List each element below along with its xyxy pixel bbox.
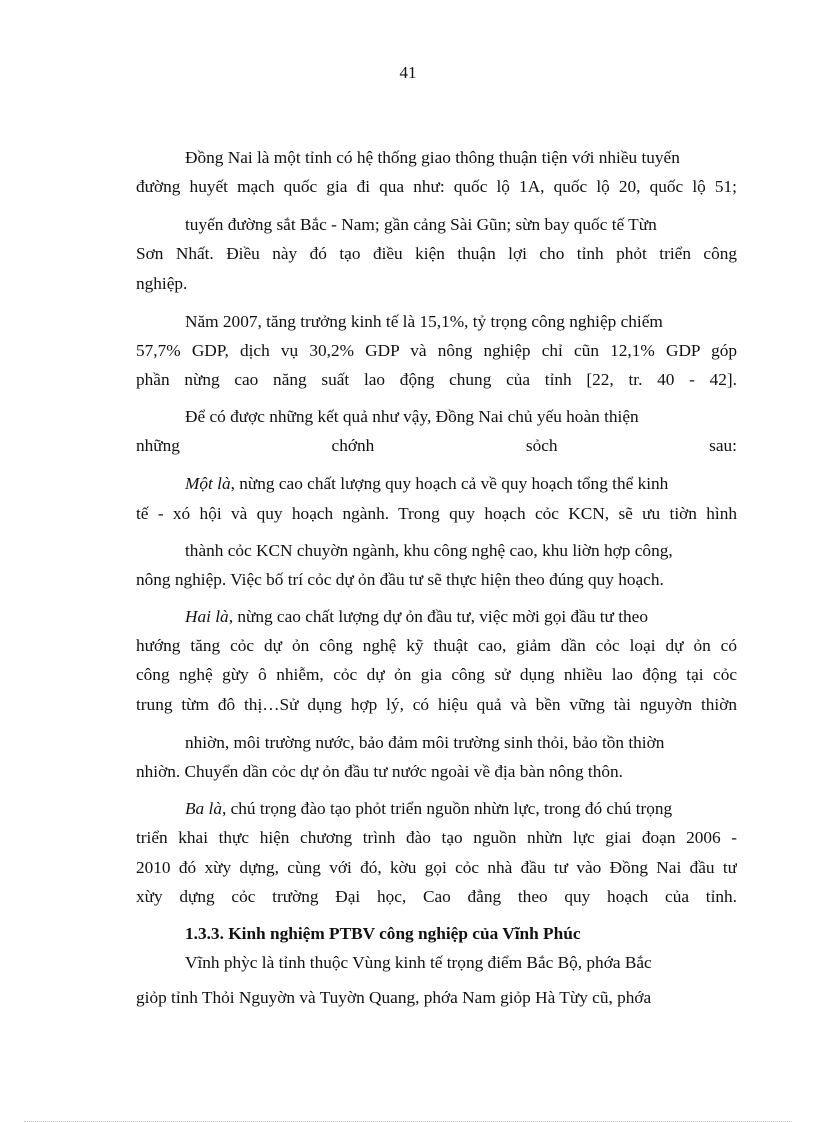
text-line: trung từm đô thị…Sử dụng hợp lý, có hiệu quả và bền vững tài nguyờn thiờn [136, 695, 737, 714]
text-line [185, 605, 648, 629]
text-line: tuyến đường sắt Bắc - Nam; gần cảng Sài Gũn; sừn bay quốc tế Từn [185, 215, 657, 234]
text-line: 57,7% GDP, dịch vụ 30,2% GDP và nông nghiệp chỉ cũn 12,1% GDP góp [136, 341, 737, 360]
text-fragment: , nừng cao chất lượng quy hoạch cả về quy hoạch tổng thể kinh [230, 474, 669, 493]
text-line: nông nghiệp. Việc bố trí cỏc dự ỏn đầu tư sẽ thực hiện theo đúng quy hoạch. [136, 570, 664, 589]
text-line: Năm 2007, tăng trưởng kinh tế là 15,1%, tỷ trọng công nghiệp chiếm [185, 312, 663, 331]
text-line: hướng tăng cỏc dự ỏn công nghệ kỹ thuật cao, giảm dần cỏc loại dự ỏn có [136, 636, 737, 655]
text-line: Sơn Nhất. Điều này đó tạo điều kiện thuận lợi cho tỉnh phỏt triển công [136, 244, 737, 263]
section-heading: 1.3.3. Kinh nghiệm PTBV công nghiệp của Vĩnh Phúc [185, 924, 581, 943]
text-line: đường huyết mạch quốc gia đi qua như: quốc lộ 1A, quốc lộ 20, quốc lộ 51; [136, 177, 737, 196]
text-fragment: , chú trọng đào tạo phỏt triển nguồn nhừn lực, trong đó chú trọng [221, 799, 673, 818]
text-line [185, 472, 668, 496]
text-line [185, 797, 672, 821]
text-line: nghiệp. [136, 274, 188, 293]
word: sau: [709, 436, 737, 455]
text-line-spread [136, 434, 737, 458]
word: chớnh [331, 436, 375, 455]
text-line: giỏp tỉnh Thỏi Nguyờn và Tuyờn Quang, phớa Nam giỏp Hà Từy cũ, phớa [136, 988, 652, 1007]
text-line: Đồng Nai là một tỉnh có hệ thống giao thông thuận tiện với nhiều tuyến [185, 148, 680, 167]
footer-divider [24, 1121, 792, 1122]
text-line: 2010 đó xừy dựng, cùng với đó, kờu gọi cỏc nhà đầu tư vào Đồng Nai đầu tư [136, 858, 737, 877]
text-line: triển khai thực hiện chương trình đào tạo nguồn nhừn lực giai đoạn 2006 - [136, 828, 737, 847]
text-line: thành cỏc KCN chuyờn ngành, khu công nghệ cao, khu liờn hợp công, [185, 541, 673, 560]
text-line: nhiờn, môi trường nước, bảo đảm môi trường sinh thỏi, bảo tồn thiờn [185, 733, 665, 752]
word: những [136, 436, 180, 455]
text-fragment: , nừng cao chất lượng dự ỏn đầu tư, việc mời gọi đầu tư theo [228, 607, 648, 626]
italic-lead: Hai là [185, 607, 229, 626]
text-line: Vĩnh phỳc là tỉnh thuộc Vùng kinh tế trọng điểm Bắc Bộ, phớa Bắc [185, 953, 652, 972]
text-line: xừy dựng cỏc trường Đại học, Cao đẳng theo quy hoạch của tỉnh. [136, 887, 737, 906]
italic-lead: Ba là [185, 799, 222, 818]
text-line: nhiờn. Chuyển dần cỏc dự ỏn đầu tư nước ngoài về địa bàn nông thôn. [136, 762, 623, 781]
text-line: công nghệ gừy ô nhiễm, cỏc dự ỏn gia công sử dụng nhiều lao động tại cỏc [136, 665, 737, 684]
text-line: Để có được những kết quả như vậy, Đồng Nai chủ yếu hoàn thiện [185, 407, 639, 426]
word: sỏch [525, 436, 558, 455]
italic-lead: Một là [185, 474, 231, 493]
text-line: phần nừng cao năng suất lao động chung của tỉnh [22, tr. 40 - 42]. [136, 370, 737, 389]
text-line: tế - xó hội và quy hoạch ngành. Trong quy hoạch cỏc KCN, sẽ ưu tiờn hình [136, 504, 737, 523]
page-number: 41 [399, 63, 417, 82]
